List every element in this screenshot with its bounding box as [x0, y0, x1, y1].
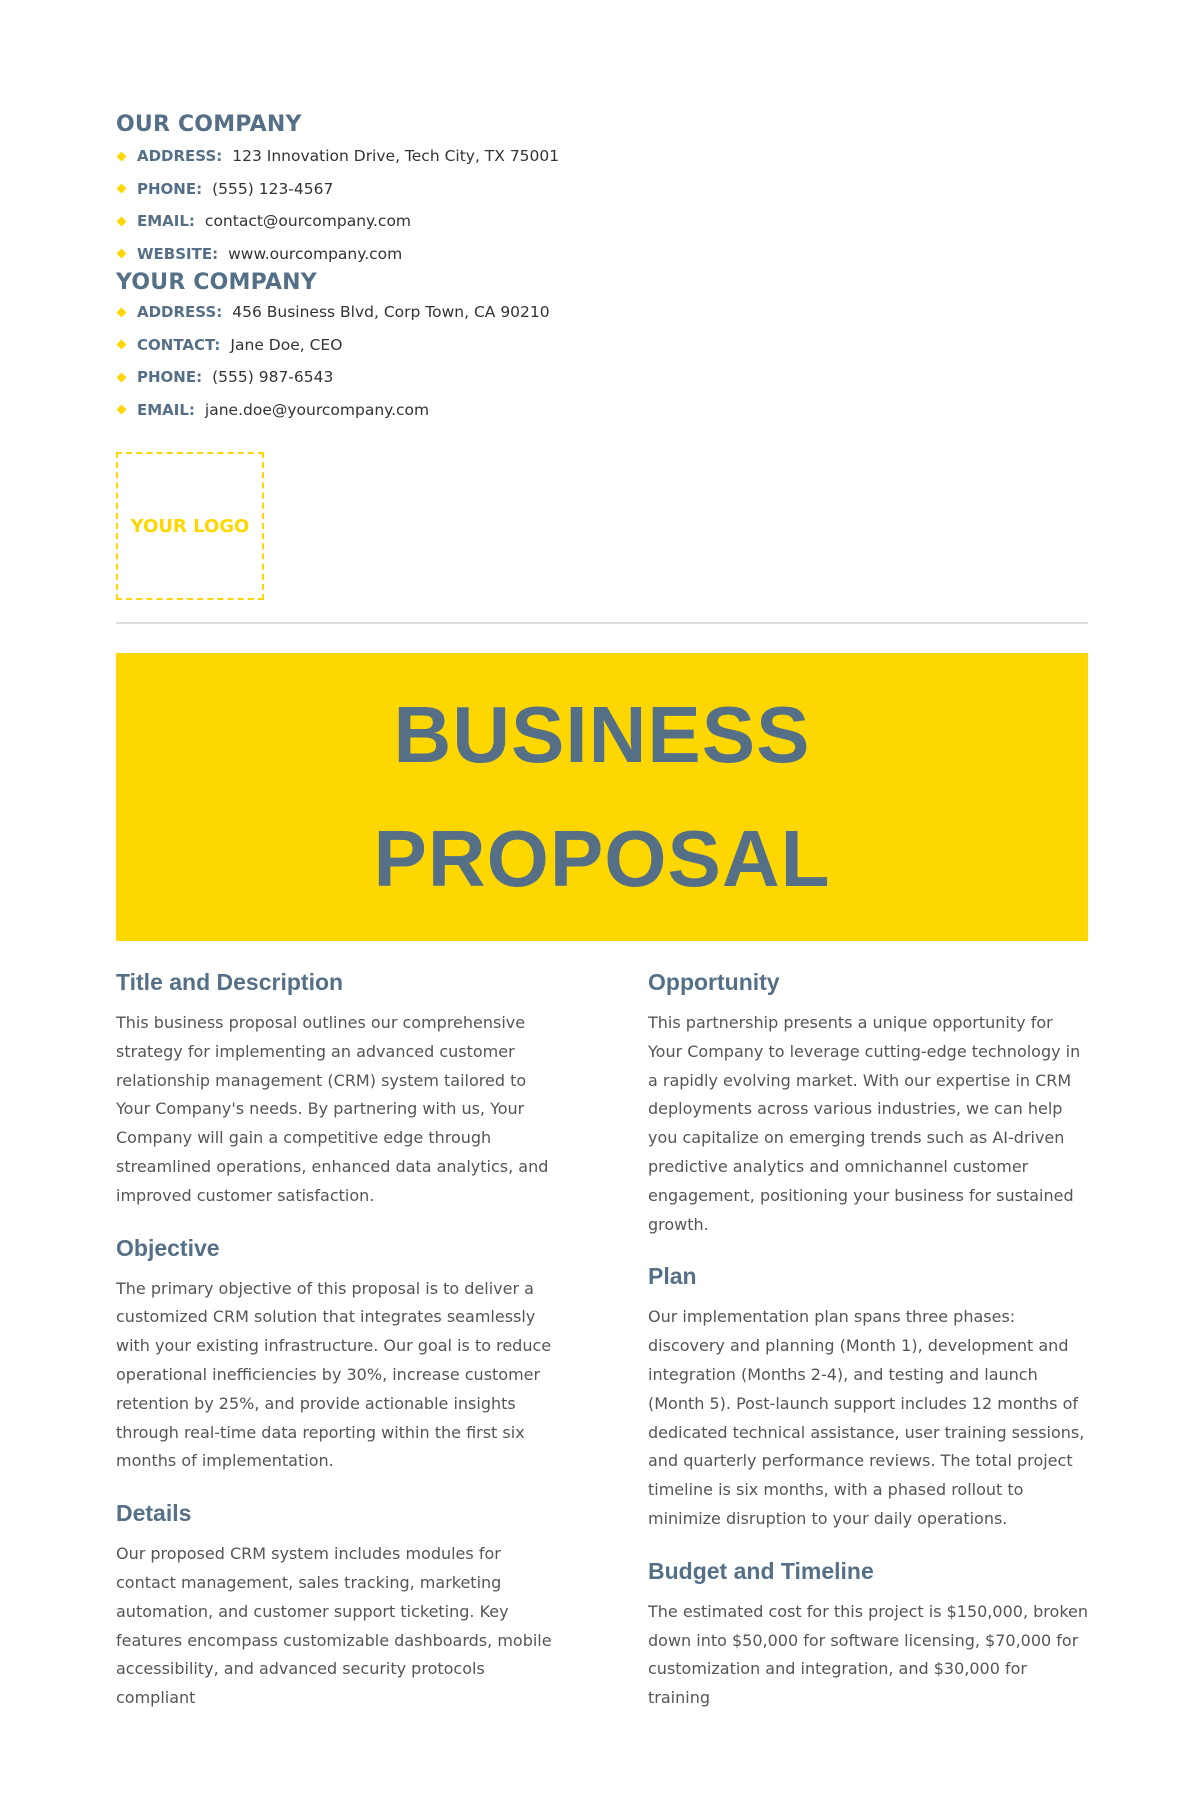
section-plan: [648, 1261, 1088, 1533]
our-company-heading: OUR COMPANY: [116, 112, 302, 137]
info-label: PHONE:: [137, 179, 203, 198]
our-company-email: [116, 205, 559, 238]
info-value: contact@ourcompany.com: [204, 212, 412, 231]
info-value: (555) 987-6543: [212, 368, 334, 387]
info-value: jane.doe@yourcompany.com: [204, 400, 430, 419]
info-label: CONTACT:: [137, 335, 221, 354]
section-body: This business proposal outlines our comprehensive strategy for implementing an advanced customer relationship management (CRM) system tailored to Your Company's needs. By partnering with us, Your Company will gain a competitive edge through streamlined operations, enhanced data analytics, and improved customer satisfaction.: [116, 1013, 549, 1205]
diamond-bullet-icon: [117, 340, 127, 350]
section-heading: Budget and Timeline: [648, 1557, 874, 1584]
diamond-bullet-icon: [117, 216, 127, 226]
info-value: 456 Business Blvd, Corp Town, CA 90210: [232, 303, 550, 322]
section-heading: Details: [116, 1500, 192, 1527]
info-value: www.ourcompany.com: [228, 244, 403, 263]
your-company-email: [116, 394, 550, 427]
our-company-block: [116, 112, 559, 270]
info-label: EMAIL:: [137, 400, 195, 419]
diamond-bullet-icon: [117, 151, 127, 161]
info-value: 123 Innovation Drive, Tech City, TX 75001: [232, 147, 560, 166]
info-value: (555) 123-4567: [212, 179, 334, 198]
info-label: PHONE:: [137, 368, 203, 387]
your-company-contact: [116, 329, 550, 362]
right-column: [648, 967, 1088, 1735]
info-value: Jane Doe, CEO: [230, 335, 343, 354]
info-label: ADDRESS:: [137, 303, 223, 322]
section-budget-timeline: [648, 1556, 1088, 1713]
diamond-bullet-icon: [117, 307, 127, 317]
section-heading: Opportunity: [648, 969, 780, 995]
section-heading: Plan: [648, 1263, 697, 1290]
title-banner: [116, 653, 1088, 941]
your-company-phone: [116, 361, 550, 394]
section-heading: Objective: [116, 1234, 220, 1261]
banner-title: BUSINESS PROPOSAL: [373, 690, 831, 903]
section-body: Our implementation plan spans three phases: discovery and planning (Month 1), development and integration (Months 2-4), and testing and launch (Month 5). Post-launch support includes 12 months of dedicated technical assistance, user training sessions, and quarterly performance reviews. The total project timeline is six months, with a phased rollout to minimize disruption to your daily operations.: [648, 1307, 1085, 1528]
our-company-website: [116, 238, 559, 271]
our-company-address: [116, 140, 559, 173]
section-heading: Title and Description: [116, 969, 344, 995]
section-title-description: [116, 967, 556, 1211]
section-opportunity: [648, 967, 1088, 1239]
your-company-block: [116, 270, 550, 426]
section-body: Our proposed CRM system includes modules for contact management, sales tracking, marketing automation, and customer support ticketing. Key features encompass customizable dashboards, mobile accessibility, and advanced security protocols compliant: [116, 1544, 552, 1708]
info-label: ADDRESS:: [137, 147, 223, 166]
section-body: This partnership presents a unique opportunity for Your Company to leverage cutting-edge technology in a rapidly evolving market. With our expertise in CRM deployments across various industries, we can help you capitalize on emerging trends such as AI-driven predictive analytics and omnichannel customer engagement, positioning your business for sustained growth.: [648, 1013, 1081, 1234]
logo-placeholder: [116, 452, 264, 600]
left-column: [116, 967, 556, 1735]
section-objective: [116, 1233, 556, 1477]
info-label: EMAIL:: [137, 212, 195, 231]
our-company-phone: [116, 173, 559, 206]
your-company-info-list: [116, 296, 550, 426]
diamond-bullet-icon: [117, 372, 127, 382]
diamond-bullet-icon: [117, 184, 127, 194]
header-divider: [116, 622, 1088, 624]
logo-text: YOUR LOGO: [130, 515, 250, 537]
diamond-bullet-icon: [117, 405, 127, 415]
diamond-bullet-icon: [117, 249, 127, 259]
your-company-address: [116, 296, 550, 329]
info-label: WEBSITE:: [137, 244, 219, 263]
section-body: The estimated cost for this project is $150,000, broken down into $50,000 for software licensing, $70,000 for customization and integration, and $30,000 for training: [648, 1601, 1088, 1708]
section-details: [116, 1498, 556, 1713]
your-company-heading: YOUR COMPANY: [116, 270, 317, 295]
section-body: The primary objective of this proposal is to deliver a customized CRM solution that integrates seamlessly with your existing infrastructure. Our goal is to reduce operational inefficiencies by 30%, increase customer retention by 25%, and provide actionable insights through real-time data reporting within the first six months of implementation.: [116, 1278, 552, 1471]
content-columns: [116, 967, 1088, 1807]
our-company-info-list: [116, 140, 559, 270]
